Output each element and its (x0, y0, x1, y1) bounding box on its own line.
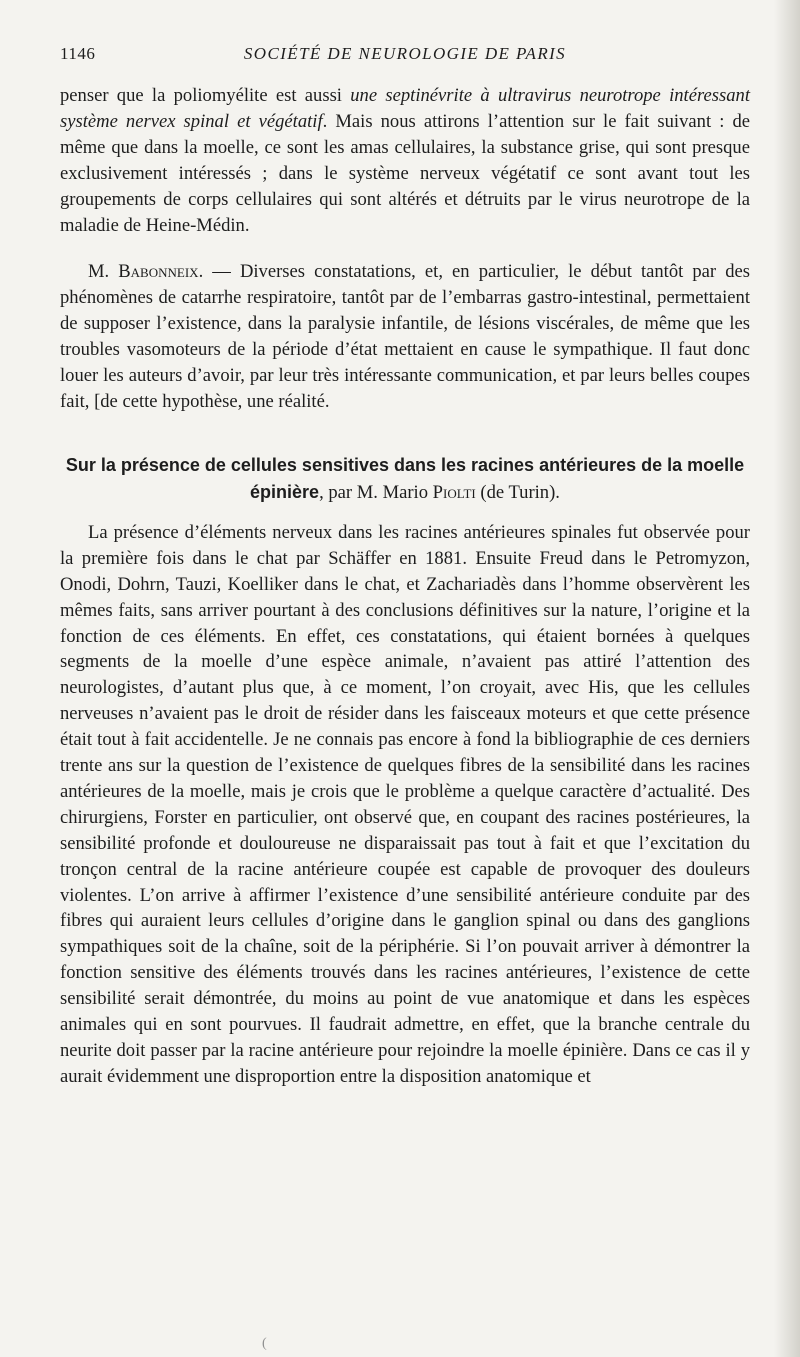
running-title: SOCIÉTÉ DE NEUROLOGIE DE PARIS (243, 44, 567, 63)
page-body (60, 83, 750, 1090)
byline-prefix: , par M. Mario (319, 481, 433, 503)
footer-mark: ( (262, 1336, 267, 1351)
intro-paragraph (60, 83, 750, 238)
speaker-prefix: M. (88, 261, 119, 283)
intro-italic-phrase: une septinévrite à ultravirus neurotrope intéressant système nervex spinal et végétatif (60, 85, 750, 132)
article-title (60, 452, 750, 506)
article-title-text: Sur la présence de cellules sensitives dans les racines antérieures de la moelle épinière (65, 454, 745, 502)
intro-lead: penser que la poliomyélite est aussi (60, 85, 351, 106)
article-byline (319, 482, 560, 503)
page-edge-shadow (774, 0, 800, 1357)
page-header (60, 44, 750, 74)
intro-rest: . Mais nous attirons l’attention sur le fait suivant : de même que dans la moelle, ce sont les amas cellulaires, la substance grise, qui sont presque exclusivement intéressés ; dans le système nerveux végétatif ce sont avant tout les groupements de corps cellulaires qui sont altérés et détruits par le virus neurotrope de la maladie de Heine-Médin. (60, 110, 751, 236)
page-number: 1146 (60, 44, 96, 63)
author-affiliation: (de Turin). (475, 481, 560, 503)
article-body-paragraph: La présence d’éléments nerveux dans les racines antérieures spinales fut observée pour la première fois dans le chat par Schäffer en 1881. Ensuite Freud dans le Petromyzon, Onodi, Dohrn, Tauzi, Koelliker dans le chat, et Zachariadès dans l’homme observèrent les mêmes faits, sans arriver pourtant à des conclusions définitives sur la nature, l’origine et la fonction de ces éléments. En effet, ces constatations, qui étaient bornées à quelques segments de la moelle d’une espèce animale, n’avaient pas attiré l’attention des neurologistes, d’autant plus que, à ce moment, l’on croyait, avec His, que les cellules nerveuses n’avaient pas le droit de résider dans les faisceaux moteurs et que cette présence était tout à fait accidentelle. Je ne connais pas encore à fond la bibliographie de ces derniers trente ans sur la question de l’existence de quelques fibres de la sensibilité dans les racines antérieures de la moelle, mais je crois que le problème a quelque caractère d’actualité. Des chirurgiens, Forster en particulier, ont observé que, en coupant des racines postérieures, la sensibilité profonde et douloureuse ne disparaissait pas tout à fait et que l’excitation du tronçon central de la racine antérieure coupée est capable de provoquer des douleurs violentes. L’on arrive à affirmer l’existence d’une sensibilité antérieure conduite par des fibres qui auraient leurs cellules d’origine dans le ganglion spinal ou dans des ganglions sympathiques soit de la chaîne, soit de la périphérie. Si l’on pouvait arriver à démontrer la fonction sensitive des éléments trouvés dans les racines antérieures, l’existence de cette sensibilité serait démontrée, du moins au point de vue anatomique et dans les espèces animales qui en sont pourvues. Il faudrait admettre, en effet, que la branche centrale du neurite doit passer par la racine antérieure pour rejoindre la moelle épinière. Dans ce cas il y aurait évidemment une disproportion entre la disposition anatomique et (60, 521, 750, 1087)
speaker-name: Babonneix (118, 261, 199, 283)
author-name: Piolti (432, 481, 476, 503)
discussion-paragraph (60, 259, 750, 414)
discussion-text: . — Diverses constatations, et, en particulier, le début tantôt par des phénomènes de catarrhe respiratoire, tantôt par de l’embarras gastro-intestinal, permettaient de supposer l’existence, dans la paralysie infantile, de lésions viscérales, de même que les troubles vasomoteurs de la période d’état mettaient en cause le sympathique. Il faut donc louer les auteurs d’avoir, par leur très intéressante communication, et par leurs belles coupes fait, [de cette hypothèse, une réalité. (60, 261, 750, 412)
